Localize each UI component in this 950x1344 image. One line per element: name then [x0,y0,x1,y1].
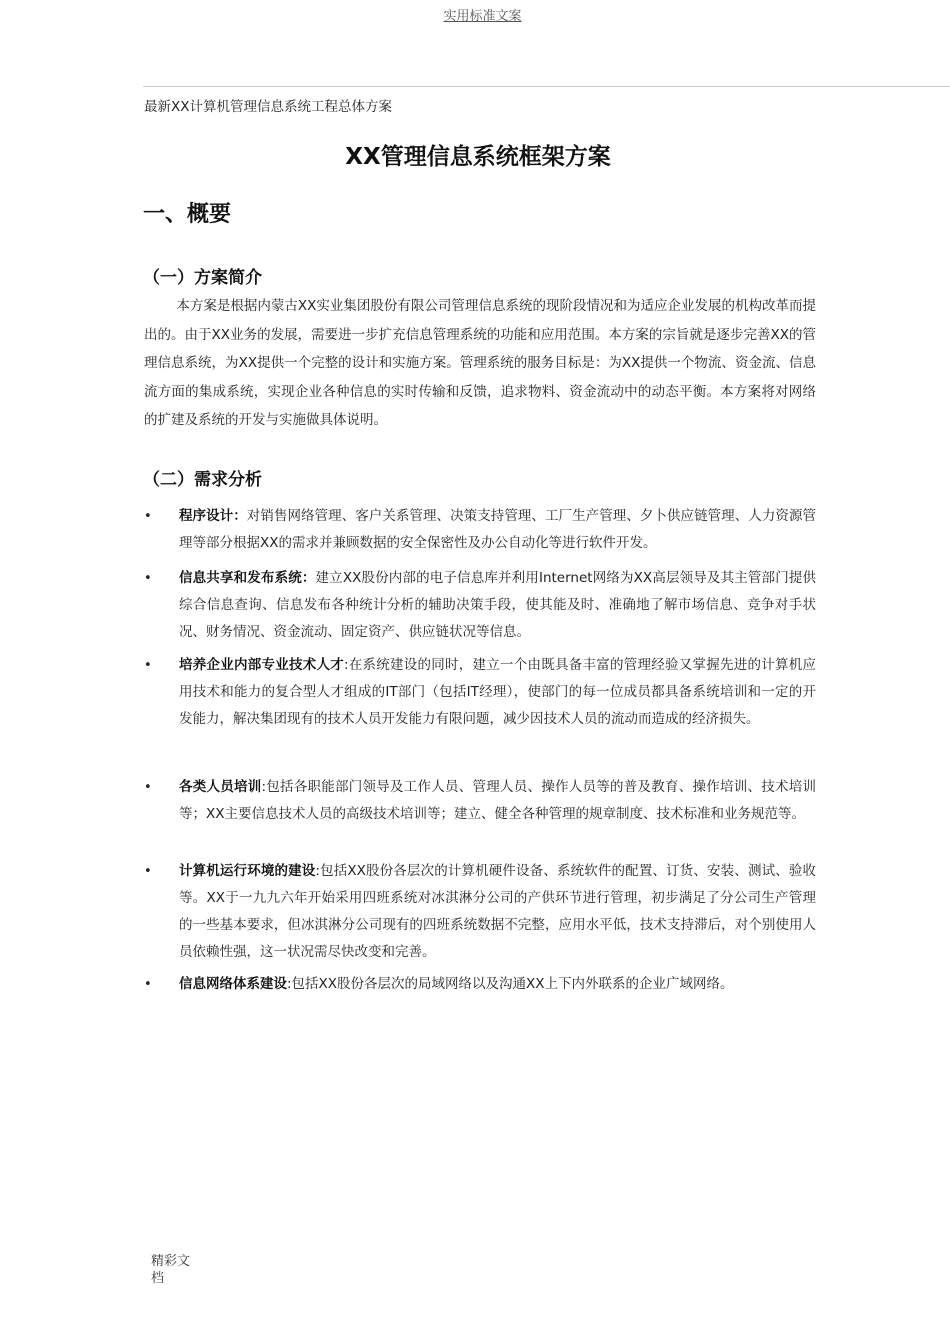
list-item-text: :包括XX股份各层次的计算机硬件设备、系统软件的配置、订货、安装、测试、验收等。XX于一九九六年开始采用四班系统对冰淇淋分公司的产供环节进行管理，初步满足了分公司生产管理的一些基本要求，但冰淇淋分公司现有的四班系统数据不完整，应用水平低，技术支持滞后，对个别使用人员依赖性强，这一状况需尽快改变和完善。 [179,863,817,960]
list-item [144,503,816,559]
bullet-marker: • [144,864,152,879]
list-item-lead: 信息网络体系建设 [179,976,287,992]
list-item-text: :包括XX股份各层次的局域网络以及沟通XX上下内外联系的企业广域网络。 [287,976,734,992]
list-item-lead: 各类人员培训 [179,779,262,795]
list-item [144,774,816,854]
list-item [144,971,816,998]
subsection-heading-requirements: （二）需求分析 [143,470,262,490]
list-item-lead: 程序设计： [179,508,247,524]
introduction-paragraph: 本方案是根据内蒙古XX实业集团股份有限公司管理信息系统的现阶段情况和为适应企业发展的机构改革而提出的。由于XX业务的发展，需要进一步扩充信息管理系统的功能和应用范围。本方案的宗旨就是逐步完善XX的管理信息系统，为XX提供一个完整的设计和实施方案。管理系统的服务目标是：为XX提供一个物流、资金流、信息流方面的集成系统，实现企业各种信息的实时传输和反馈，追求物料、资金流动中的动态平衡。本方案将对网络的扩建及系统的开发与实施做具体说明。 [144,298,816,429]
document-title: XX管理信息系统框架方案 [345,144,611,170]
document-subtitle: 最新XX计算机管理信息系统工程总体方案 [144,99,392,115]
bullet-marker: • [144,658,152,673]
section-heading-overview: 一、概要 [143,202,232,227]
page-footer: 精彩文档 [151,1254,191,1286]
page-header: 实用标准文案 [443,9,522,24]
bullet-marker: • [144,509,152,524]
list-item-lead: 计算机运行环境的建设 [179,863,316,879]
list-item-text: 建立XX股份内部的电子信息库并利用Internet网络为XX高层领导及其主管部门提供综合信息查询、信息发布各种统计分析的辅助决策手段，使其能及时、准确地了解市场信息、竞争对手状况、财务情况、资金流动、固定资产、供应链状况等信息。 [179,570,816,640]
list-item [144,565,816,646]
bullet-marker: • [144,571,152,586]
list-item [144,652,816,760]
list-item-text: :包括各职能部门领导及工作人员、管理人员、操作人员等的普及教育、操作培训、技术培训等；XX主要信息技术人员的高级技术培训等；建立、健全各种管理的规章制度、技术标准和业务规范等。 [179,779,816,822]
header-divider [143,86,950,87]
list-item-lead: 培养企业内部专业技术人才 [179,657,344,673]
bullet-marker: • [144,977,152,992]
requirements-list [144,503,816,998]
subsection-heading-introduction: （一）方案简介 [143,268,262,288]
list-item [144,858,816,968]
bullet-marker: • [144,780,152,795]
list-item-text: 对销售网络管理、客户关系管理、决策支持管理、工厂生产管理、夕卜供应链管理、人力资源管理等部分根据XX的需求并兼顾数据的安全保密性及办公自动化等进行软件开发。 [179,508,817,551]
list-item-text: :在系统建设的同时，建立一个由既具备丰富的管理经验又掌握先进的计算机应用技术和能力的复合型人才组成的IT部门（包括IT经理），使部门的每一位成员都具备系统培训和一定的开发能力，解决集团现有的技术人员开发能力有限问题，减少因技术人员的流动而造成的经济损失。 [179,657,816,727]
list-item-lead: 信息共享和发布系统： [179,570,316,586]
